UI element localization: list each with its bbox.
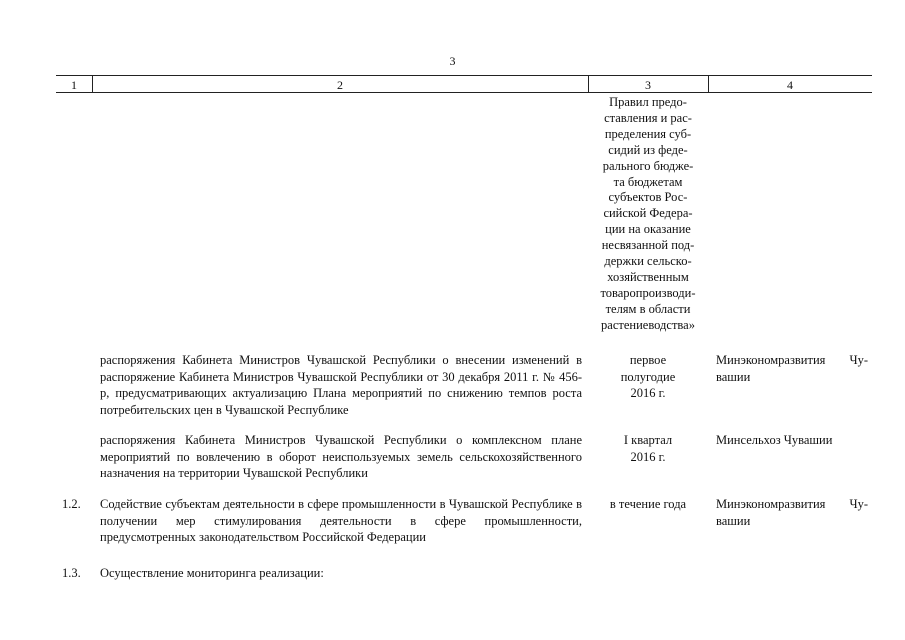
text-line: Правил предо- [609, 95, 687, 109]
text-line: растениеводства» [601, 317, 695, 332]
row-number: 1.2. [62, 497, 81, 511]
text-line: телям в области [605, 301, 691, 316]
row-term [588, 352, 708, 402]
term-line: в течение года [609, 497, 687, 511]
responsible-line: Минэкономразвития Чу- [716, 497, 868, 511]
text-line: та бюджетам [613, 174, 683, 189]
term-line: 2016 г. [630, 386, 666, 400]
page-number: 3 [449, 54, 456, 68]
term-line: 2016 г. [630, 449, 666, 464]
row-description: Содействие субъектам деятельности в сфере промышленности в Чувашской Республике в получении мер стимулирования деятельности в сфере промышленности, предусмотренных законодательством Российской Федерации [100, 497, 582, 544]
row-term [588, 432, 708, 465]
term-line: I квартал [623, 433, 673, 447]
continuation-text-col3 [588, 95, 708, 334]
table-header-bottom-border [56, 92, 872, 93]
row-description: Осуществление мониторинга реализации: [100, 566, 324, 580]
table-header-top-border [56, 75, 872, 76]
column-number-2: 2 [337, 78, 343, 92]
row-responsible [716, 432, 868, 449]
responsible-line: Минэкономразвития Чу- [716, 353, 868, 367]
row-description: распоряжения Кабинета Министров Чувашской Республики о комплексном плане мероприятий по вовлечению в оборот неиспользуемых земель сельскохозяйственного назначения на территории Чувашской Республики [100, 433, 582, 480]
responsible-line: вашии [716, 513, 751, 528]
row-responsible [716, 352, 868, 385]
text-line: ставления и рас- [604, 110, 692, 125]
row-description: распоряжения Кабинета Министров Чувашской Республики о внесении изменений в распоряжение Кабинета Министров Чувашской Республики от 30 декабря 2011 г. № 456-р, предусматривающих актуализацию Плана мероприятий по снижению темпов роста потребительских цен в Чувашской Республике [100, 353, 582, 417]
text-line: несвязанной под- [601, 238, 695, 253]
column-number-4: 4 [787, 78, 793, 92]
term-line: первое [629, 353, 667, 367]
text-line: хозяйственным [607, 269, 689, 284]
text-line: рального бюдже- [602, 158, 694, 173]
text-line: ции на оказание [605, 222, 691, 237]
column-number-1: 1 [71, 78, 77, 92]
term-line: полугодие [620, 369, 676, 384]
text-line: товаропроизводи- [600, 285, 696, 300]
row-term [588, 496, 708, 513]
text-line: сидий из феде- [608, 142, 688, 157]
text-line: пределения суб- [604, 126, 692, 141]
row-responsible [716, 496, 868, 529]
text-line: субъектов Рос- [608, 190, 688, 205]
row-number: 1.3. [62, 566, 81, 580]
text-line: сийской Федера- [603, 206, 693, 221]
text-line: держки сельско- [604, 254, 692, 269]
responsible-line: Минсельхоз Чувашии [716, 433, 833, 447]
column-number-3: 3 [645, 78, 651, 92]
responsible-line: вашии [716, 369, 751, 384]
